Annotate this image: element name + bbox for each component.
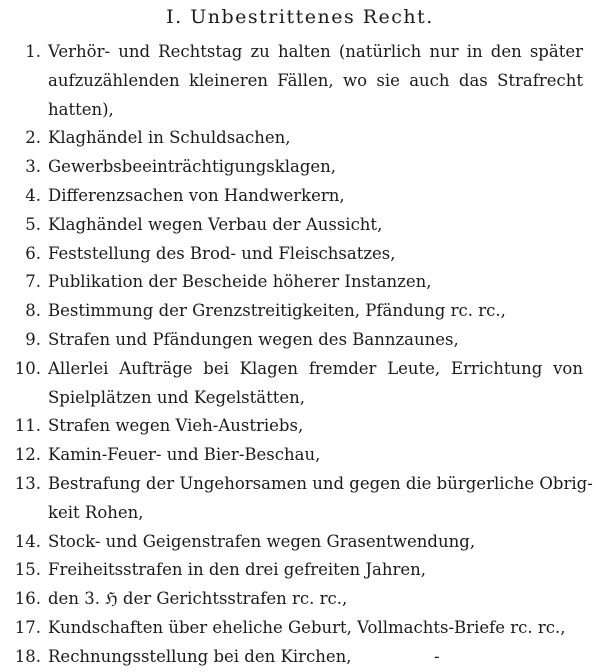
item-number: 17.: [14, 617, 41, 637]
item-number: 11.: [14, 416, 41, 436]
item-number: 6.: [25, 243, 41, 263]
item-text-line: Bestimmung der Grenzstreitigkeiten, Pfändung rc. rc.,: [48, 301, 506, 321]
item-number: 8.: [25, 301, 41, 321]
list-item: [0, 153, 600, 182]
item-text-line: Differenzsachen von Handwerkern,: [48, 185, 345, 205]
list-item: [0, 124, 600, 153]
section-heading: I. Unbestrittenes Recht.: [166, 6, 434, 28]
item-text-line: Freiheitsstrafen in den drei gefreiten Jahren,: [48, 560, 427, 580]
item-text-line: aufzuzählenden kleineren Fällen, wo sie auch das Strafrecht: [48, 70, 583, 90]
item-text-line: Gewerbsbeeinträchtigungsklagen,: [48, 157, 337, 177]
item-text-line: Klaghändel wegen Verbau der Aussicht,: [48, 214, 383, 234]
item-number: 4.: [25, 185, 41, 205]
list-item: [0, 326, 600, 355]
item-text-line: Strafen wegen Vieh-Austriebs,: [48, 416, 304, 436]
item-number: 3.: [25, 157, 41, 177]
item-number: 10.: [14, 358, 41, 378]
list-item: [0, 643, 600, 672]
item-text-line: Publikation der Bescheide höherer Instanzen,: [48, 272, 432, 292]
item-number: 2.: [25, 128, 41, 148]
item-number: 5.: [25, 214, 41, 234]
list-item: [0, 38, 600, 124]
list-item: [0, 412, 600, 441]
item-text-line: hatten),: [48, 99, 114, 119]
enumerated-list: [0, 38, 600, 672]
item-number: 13.: [14, 473, 41, 493]
list-item: [0, 614, 600, 643]
item-text-line: den 3. ℌ der Gerichtsstrafen rc. rc.,: [48, 589, 348, 609]
list-item: [0, 268, 600, 297]
item-number: 9.: [25, 329, 41, 349]
list-item: [0, 355, 600, 413]
item-number: 7.: [25, 272, 41, 292]
item-number: 14.: [14, 531, 41, 551]
item-text-line: Spielplätzen und Kegelstätten,: [48, 387, 305, 407]
item-number: 1.: [25, 42, 41, 61]
item-number: 12.: [14, 445, 41, 465]
item-text-line: Kundschaften über eheliche Geburt, Vollmachts-Briefe rc. rc.,: [48, 617, 566, 637]
trailing-dash: -: [434, 646, 440, 666]
item-text-line: Feststellung des Brod- und Fleischsatzes,: [48, 243, 396, 263]
item-number: 18.: [14, 646, 41, 666]
item-number: 15.: [14, 560, 41, 580]
item-text-line: Verhör- und Rechtstag zu halten (natürlich nur in den später: [48, 42, 583, 61]
item-number: 16.: [14, 589, 41, 609]
list-item: [0, 240, 600, 269]
item-text-line: Bestrafung der Ungehorsamen und gegen die bürgerliche Obrig-: [48, 473, 593, 493]
list-item: [0, 470, 600, 528]
list-item: [0, 182, 600, 211]
list-item: [0, 528, 600, 557]
item-text-line: Kamin-Feuer- und Bier-Beschau,: [48, 445, 321, 465]
list-item: [0, 585, 600, 614]
list-item: [0, 441, 600, 470]
list-item: [0, 211, 600, 240]
item-text-line: Allerlei Aufträge bei Klagen fremder Leute, Errichtung von: [48, 358, 583, 378]
list-item: [0, 297, 600, 326]
item-text-line: Strafen und Pfändungen wegen des Bannzaunes,: [48, 329, 459, 349]
list-item: [0, 556, 600, 585]
item-text-line: Klaghändel in Schuldsachen,: [48, 128, 291, 148]
item-text-line: Rechnungsstellung bei den Kirchen,: [48, 646, 352, 666]
item-text-line: keit Rohen,: [48, 502, 144, 522]
item-text-line: Stock- und Geigenstrafen wegen Grasentwendung,: [48, 531, 476, 551]
